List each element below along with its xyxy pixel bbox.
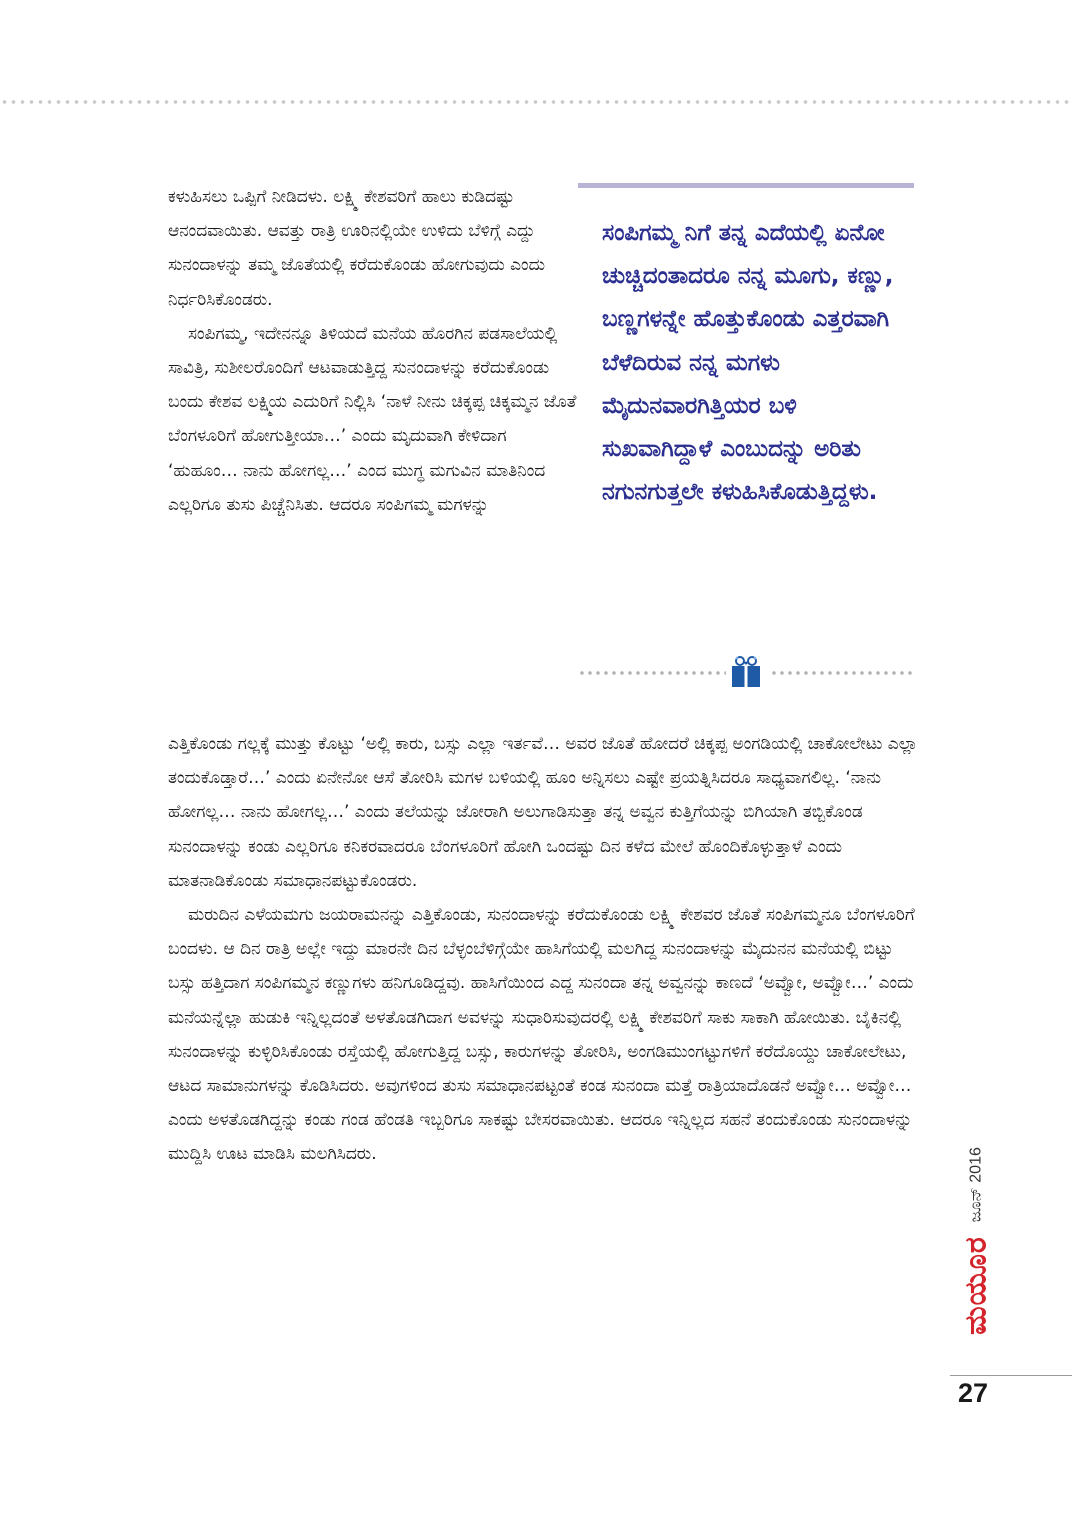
gift-icon	[729, 655, 763, 689]
article-left-column	[168, 180, 578, 522]
article-paragraph: ಎತ್ತಿಕೊಂಡು ಗಲ್ಲಕ್ಕೆ ಮುತ್ತು ಕೊಟ್ಟು ‘ಅಲ್ಲಿ ಕಾರು, ಬಸ್ಸು ಎಲ್ಲಾ ಇರ್ತವೆ… ಅವರ ಜೊತೆ ಹೋದರೆ ಚಿಕ್ಕಪ್ಪ ಅಂಗಡಿಯಲ್ಲಿ ಚಾಕೋಲೇಟು ಎಲ್ಲಾ ತಂದುಕೊಡ್ತಾರೆ…’ ಎಂದು ಏನೇನೋ ಆಸೆ ತೋರಿಸಿ ಮಗಳ ಬಳಿಯಲ್ಲಿ ಹೂಂ ಅನ್ನಿಸಲು ಎಷ್ಟೇ ಪ್ರಯತ್ನಿಸಿದರೂ ಸಾಧ್ಯವಾಗಲಿಲ್ಲ. ‘ನಾನು ಹೋಗಲ್ಲ… ನಾನು ಹೋಗಲ್ಲ…’ ಎಂದು ತಲೆಯನ್ನು ಜೋರಾಗಿ ಅಲುಗಾಡಿಸುತ್ತಾ ತನ್ನ ಅವ್ವನ ಕುತ್ತಿಗೆಯನ್ನು ಬಿಗಿಯಾಗಿ ತಬ್ಬಿಕೊಂಡ ಸುನಂದಾಳನ್ನು ಕಂಡು ಎಲ್ಲರಿಗೂ ಕನಿಕರವಾದರೂ ಬೆಂಗಳೂರಿಗೆ ಹೋಗಿ ಒಂದಷ್ಟು ದಿನ ಕಳೆದ ಮೇಲೆ ಹೊಂದಿಕೊಳ್ಳುತ್ತಾಳೆ ಎಂದು ಮಾತನಾಡಿಕೊಂಡು ಸಮಾಧಾನಪಟ್ಟುಕೊಂಡರು.	[168, 734, 918, 891]
pull-quote	[602, 212, 912, 514]
article-full-width	[168, 727, 918, 1172]
page-number: 27	[958, 1378, 989, 1408]
article-paragraph: ಸಂಪಿಗಮ್ಮ, ಇದೇನನ್ನೂ ತಿಳಿಯದೆ ಮನೆಯ ಹೊರಗಿನ ಪಡಸಾಲೆಯಲ್ಲಿ ಸಾವಿತ್ರಿ, ಸುಶೀಲರೊಂದಿಗೆ ಆಟವಾಡುತ್ತಿದ್ದ ಸುನಂದಾಳನ್ನು ಕರೆದುಕೊಂಡು ಬಂದು ಕೇಶವ ಲಕ್ಷ್ಮಿಯ ಎದುರಿಗೆ ನಿಲ್ಲಿಸಿ ‘ನಾಳೆ ನೀನು ಚಿಕ್ಕಪ್ಪ ಚಿಕ್ಕಮ್ಮನ ಜೊತೆ ಬೆಂಗಳೂರಿಗೆ ಹೋಗುತ್ತೀಯಾ…’ ಎಂದು ಮೃದುವಾಗಿ ಕೇಳಿದಾಗ ‘ಹುಹೂಂ… ನಾನು ಹೋಗಲ್ಲ…’ ಎಂದ ಮುಗ್ಧ ಮಗುವಿನ ಮಾತಿನಿಂದ ಎಲ್ಲರಿಗೂ ತುಸು ಪಿಚ್ಚೆನಿಸಿತು. ಆದರೂ ಸಂಪಿಗಮ್ಮ ಮಗಳನ್ನು	[168, 323, 577, 515]
top-dotted-rule	[0, 99, 1072, 105]
pull-quote-text: ಸಂಪಿಗಮ್ಮ ನಿಗೆ ತನ್ನ ಎದೆಯಲ್ಲಿ ಏನೋ ಚುಚ್ಚಿದಂತಾದರೂ ನನ್ನ ಮೂಗು, ಕಣ್ಣು, ಬಣ್ಣಗಳನ್ನೇ ಹೊತ್ತುಕೊಂಡು ಎತ್ತರವಾಗಿ ಬೆಳೆದಿರುವ ನನ್ನ ಮಗಳು ಮೈದುನವಾರಗಿತ್ತಿಯರ ಬಳಿ ಸುಖವಾಗಿದ್ದಾಳೆ ಎಂಬುದನ್ನು ಅರಿತು ನಗುನಗುತ್ತಲೇ ಕಳುಹಿಸಿಕೊಡುತ್ತಿದ್ದಳು.	[602, 220, 894, 506]
magazine-brand: ಮಯೂರ	[958, 1236, 994, 1335]
article-paragraph: ಕಳುಹಿಸಲು ಒಪ್ಪಿಗೆ ನೀಡಿದಳು. ಲಕ್ಷ್ಮಿ ಕೇಶವರಿಗೆ ಹಾಲು ಕುಡಿದಷ್ಟು ಆನಂದವಾಯಿತು. ಆವತ್ತು ರಾತ್ರಿ ಊರಿನಲ್ಲಿಯೇ ಉಳಿದು ಬೆಳಿಗ್ಗೆ ಎದ್ದು ಸುನಂದಾಳನ್ನು ತಮ್ಮ ಜೊತೆಯಲ್ಲಿ ಕರೆದುಕೊಂಡು ಹೋಗುವುದು ಎಂದು ನಿರ್ಧರಿಸಿಕೊಂಡರು.	[168, 187, 545, 310]
issue-date: ಜೂನ್ 2016	[967, 1147, 984, 1223]
pull-quote-dotted-rule-right	[770, 670, 916, 676]
article-paragraph: ಮರುದಿನ ಎಳೆಯಮಗು ಜಯರಾಮನನ್ನು ಎತ್ತಿಕೊಂಡು, ಸುನಂದಾಳನ್ನು ಕರೆದುಕೊಂಡು ಲಕ್ಷ್ಮಿ ಕೇಶವರ ಜೊತೆ ಸಂಪಿಗಮ್ಮನೂ ಬೆಂಗಳೂರಿಗೆ ಬಂದಳು. ಆ ದಿನ ರಾತ್ರಿ ಅಲ್ಲೇ ಇದ್ದು ಮಾರನೇ ದಿನ ಬೆಳ್ಳಂಬೆಳಿಗ್ಗೆಯೇ ಹಾಸಿಗೆಯಲ್ಲಿ ಮಲಗಿದ್ದ ಸುನಂದಾಳನ್ನು ಮೈದುನನ ಮನೆಯಲ್ಲಿ ಬಿಟ್ಟು ಬಸ್ಸು ಹತ್ತಿದಾಗ ಸಂಪಿಗಮ್ಮನ ಕಣ್ಣುಗಳು ಹನಿಗೂಡಿದ್ದವು. ಹಾಸಿಗೆಯಿಂದ ಎದ್ದ ಸುನಂದಾ ತನ್ನ ಅವ್ವನನ್ನು ಕಾಣದೆ ‘ಅವ್ವೋ, ಅವ್ವೋ…’ ಎಂದು ಮನೆಯನ್ನೆಲ್ಲಾ ಹುಡುಕಿ ಇನ್ನಿಲ್ಲದಂತೆ ಅಳತೊಡಗಿದಾಗ ಅವಳನ್ನು ಸುಧಾರಿಸುವುದರಲ್ಲಿ ಲಕ್ಷ್ಮಿ ಕೇಶವರಿಗೆ ಸಾಕು ಸಾಕಾಗಿ ಹೋಯಿತು. ಬೈಕಿನಲ್ಲಿ ಸುನಂದಾಳನ್ನು ಕುಳ್ಳಿರಿಸಿಕೊಂಡು ರಸ್ತೆಯಲ್ಲಿ ಹೋಗುತ್ತಿದ್ದ ಬಸ್ಸು, ಕಾರುಗಳನ್ನು ತೋರಿಸಿ, ಅಂಗಡಿಮುಂಗಟ್ಟುಗಳಿಗೆ ಕರೆದೊಯ್ದು ಚಾಕೋಲೇಟು, ಆಟದ ಸಾಮಾನುಗಳನ್ನು ಕೊಡಿಸಿದರು. ಅವುಗಳಿಂದ ತುಸು ಸಮಾಧಾನಪಟ್ಟಂತೆ ಕಂಡ ಸುನಂದಾ ಮತ್ತೆ ರಾತ್ರಿಯಾದೊಡನೆ ಅವ್ವೋ… ಅವ್ವೋ… ಎಂದು ಅಳತೊಡಗಿದ್ದನ್ನು ಕಂಡು ಗಂಡ ಹೆಂಡತಿ ಇಬ್ಬರಿಗೂ ಸಾಕಷ್ಟು ಬೇಸರವಾಯಿತು. ಆದರೂ ಇನ್ನಿಲ್ಲದ ಸಹನೆ ತಂದುಕೊಂಡು ಸುನಂದಾಳನ್ನು ಮುದ್ದಿಸಿ ಊಟ ಮಾಡಿಸಿ ಮಲಗಿಸಿದರು.	[168, 905, 915, 1165]
page-number-rule	[950, 1375, 1072, 1376]
pull-quote-dotted-rule-left	[578, 670, 726, 676]
pull-quote-top-rule	[578, 183, 914, 188]
masthead-side-label	[958, 1110, 994, 1372]
